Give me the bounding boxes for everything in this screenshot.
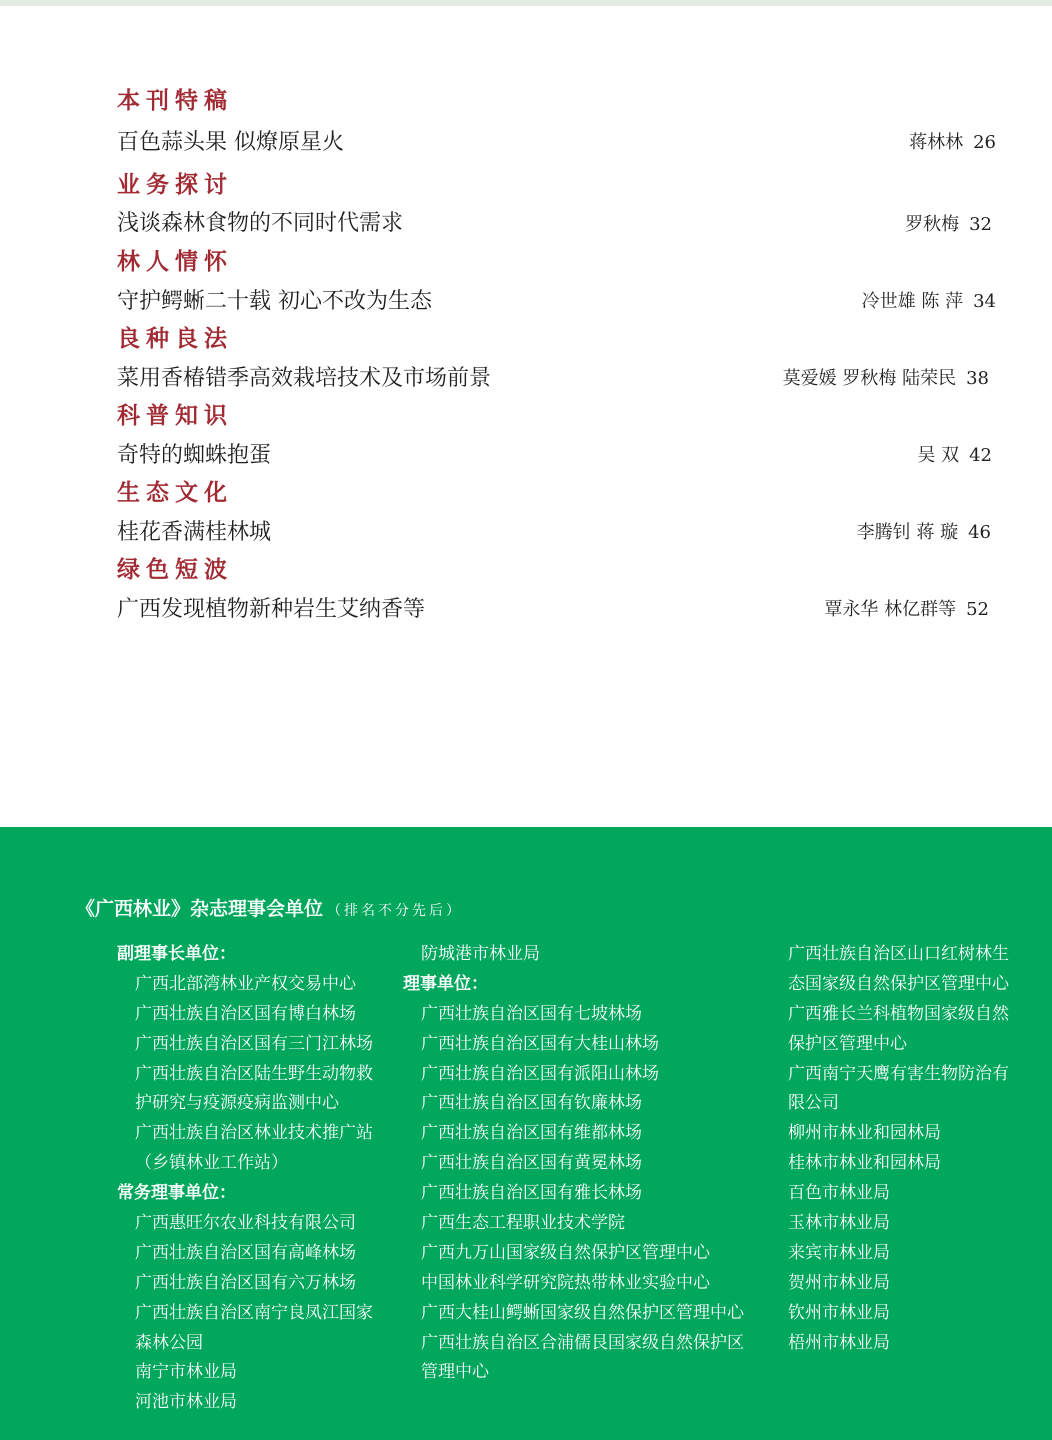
list-item: 桂林市林业和园林局 bbox=[788, 1153, 941, 1174]
list-item: 来宾市林业局 bbox=[788, 1242, 890, 1263]
article-title[interactable]: 桂花香满桂林城 bbox=[117, 520, 272, 545]
article-title[interactable]: 奇特的蜘蛛抱蛋 bbox=[117, 443, 272, 468]
article-authors: 覃永华 林亿群等 bbox=[824, 599, 957, 620]
article-authors: 吴 双 bbox=[917, 445, 960, 466]
list-item: 广西壮族自治区国有高峰林场 bbox=[135, 1242, 356, 1263]
council-column-1 bbox=[117, 940, 373, 1418]
list-item: 广西壮族自治区国有三门江林场 bbox=[135, 1033, 373, 1054]
list-item: （乡镇林业工作站） bbox=[135, 1153, 288, 1174]
article-page: 32 bbox=[969, 214, 992, 235]
council-panel bbox=[0, 827, 1052, 1440]
list-item: 广西壮族自治区南宁良凤江国家 bbox=[135, 1302, 373, 1323]
article-byline bbox=[909, 129, 996, 157]
list-item: 管理中心 bbox=[421, 1362, 489, 1383]
article-page: 52 bbox=[966, 599, 989, 620]
list-item: 广西壮族自治区陆生野生动物救 bbox=[135, 1063, 373, 1084]
article-title[interactable]: 浅谈森林食物的不同时代需求 bbox=[117, 211, 404, 236]
list-item: 广西惠旺尔农业科技有限公司 bbox=[135, 1213, 356, 1234]
list-item: 广西壮族自治区合浦儒艮国家级自然保护区 bbox=[421, 1332, 744, 1353]
list-item: 限公司 bbox=[788, 1093, 839, 1114]
article-page: 38 bbox=[966, 368, 989, 389]
council-column-3 bbox=[788, 940, 1009, 1358]
list-item: 保护区管理中心 bbox=[788, 1033, 907, 1054]
section-heading: 科普知识 bbox=[117, 402, 233, 429]
list-item: 广西壮族自治区国有雅长林场 bbox=[421, 1183, 642, 1204]
section-heading: 良种良法 bbox=[117, 325, 233, 352]
vice-chair-heading: 副理事长单位： bbox=[117, 944, 236, 964]
article-page: 42 bbox=[969, 445, 992, 466]
article-byline bbox=[783, 365, 989, 393]
list-item: 广西壮族自治区国有六万林场 bbox=[135, 1272, 356, 1293]
article-authors: 冷世雄 陈 萍 bbox=[861, 291, 964, 312]
list-item: 广西雅长兰科植物国家级自然 bbox=[788, 1003, 1009, 1024]
section-heading: 绿色短波 bbox=[117, 556, 233, 583]
list-item: 广西九万山国家级自然保护区管理中心 bbox=[421, 1242, 710, 1263]
list-item: 广西南宁天鹰有害生物防治有 bbox=[788, 1063, 1009, 1084]
section-heading: 林人情怀 bbox=[117, 248, 233, 275]
list-item: 广西大桂山鳄蜥国家级自然保护区管理中心 bbox=[421, 1302, 744, 1323]
list-item: 广西壮族自治区国有派阳山林场 bbox=[421, 1063, 659, 1084]
member-heading: 理事单位： bbox=[403, 973, 488, 994]
list-item: 广西壮族自治区国有博白林场 bbox=[135, 1003, 356, 1024]
article-byline bbox=[857, 519, 991, 547]
article-title[interactable]: 百色蒜头果 似燎原星火 bbox=[117, 130, 344, 155]
article-authors: 莫爱媛 罗秋梅 陆荣民 bbox=[782, 368, 957, 389]
list-item: 广西壮族自治区国有大桂山林场 bbox=[421, 1033, 659, 1054]
list-item: 广西壮族自治区国有七坡林场 bbox=[421, 1003, 642, 1024]
section-heading: 业务探讨 bbox=[117, 171, 233, 198]
article-authors: 蒋林林 bbox=[909, 132, 964, 153]
article-page: 26 bbox=[973, 132, 996, 153]
list-item: 中国林业科学研究院热带林业实验中心 bbox=[421, 1272, 710, 1293]
list-item: 广西壮族自治区国有黄冕林场 bbox=[421, 1153, 642, 1174]
list-item: 河池市林业局 bbox=[135, 1392, 237, 1413]
list-item: 防城港市林业局 bbox=[421, 944, 540, 964]
standing-member-heading: 常务理事单位： bbox=[117, 1183, 236, 1204]
list-item: 广西壮族自治区林业技术推广站 bbox=[135, 1123, 373, 1144]
list-item: 南宁市林业局 bbox=[135, 1362, 237, 1383]
article-byline bbox=[917, 442, 992, 470]
article-page: 46 bbox=[968, 522, 991, 543]
list-item: 玉林市林业局 bbox=[788, 1213, 890, 1234]
council-title bbox=[76, 896, 463, 924]
list-item: 广西北部湾林业产权交易中心 bbox=[135, 973, 356, 994]
article-byline bbox=[862, 288, 996, 316]
article-page: 34 bbox=[973, 291, 996, 312]
list-item: 广西生态工程职业技术学院 bbox=[421, 1213, 625, 1234]
list-item: 广西壮族自治区国有维都林场 bbox=[421, 1123, 642, 1144]
article-byline bbox=[824, 596, 989, 624]
section-heading: 本刊特稿 bbox=[117, 87, 233, 114]
list-item: 态国家级自然保护区管理中心 bbox=[788, 973, 1009, 994]
list-item: 贺州市林业局 bbox=[788, 1272, 890, 1293]
list-item: 护研究与疫源疫病监测中心 bbox=[135, 1093, 339, 1114]
article-authors: 李腾钊 蒋 璇 bbox=[856, 522, 959, 543]
council-note: （排名不分先后） bbox=[327, 903, 464, 919]
section-heading: 生态文化 bbox=[117, 479, 233, 506]
council-column-2 bbox=[403, 940, 744, 1388]
article-byline bbox=[905, 211, 992, 239]
article-title[interactable]: 守护鳄蜥二十载 初心不改为生态 bbox=[117, 289, 432, 314]
list-item: 百色市林业局 bbox=[788, 1183, 890, 1204]
council-title-text: 《广西林业》杂志理事会单位 bbox=[76, 898, 324, 920]
list-item: 梧州市林业局 bbox=[788, 1332, 890, 1353]
list-item: 柳州市林业和园林局 bbox=[788, 1123, 941, 1144]
article-title[interactable]: 菜用香椿错季高效栽培技术及市场前景 bbox=[117, 366, 492, 391]
list-item: 广西壮族自治区国有钦廉林场 bbox=[421, 1093, 642, 1114]
article-title[interactable]: 广西发现植物新种岩生艾纳香等 bbox=[117, 597, 426, 622]
list-item: 钦州市林业局 bbox=[788, 1302, 890, 1323]
list-item: 广西壮族自治区山口红树林生 bbox=[788, 944, 1009, 964]
article-authors: 罗秋梅 bbox=[905, 214, 960, 235]
list-item: 森林公园 bbox=[135, 1332, 203, 1353]
